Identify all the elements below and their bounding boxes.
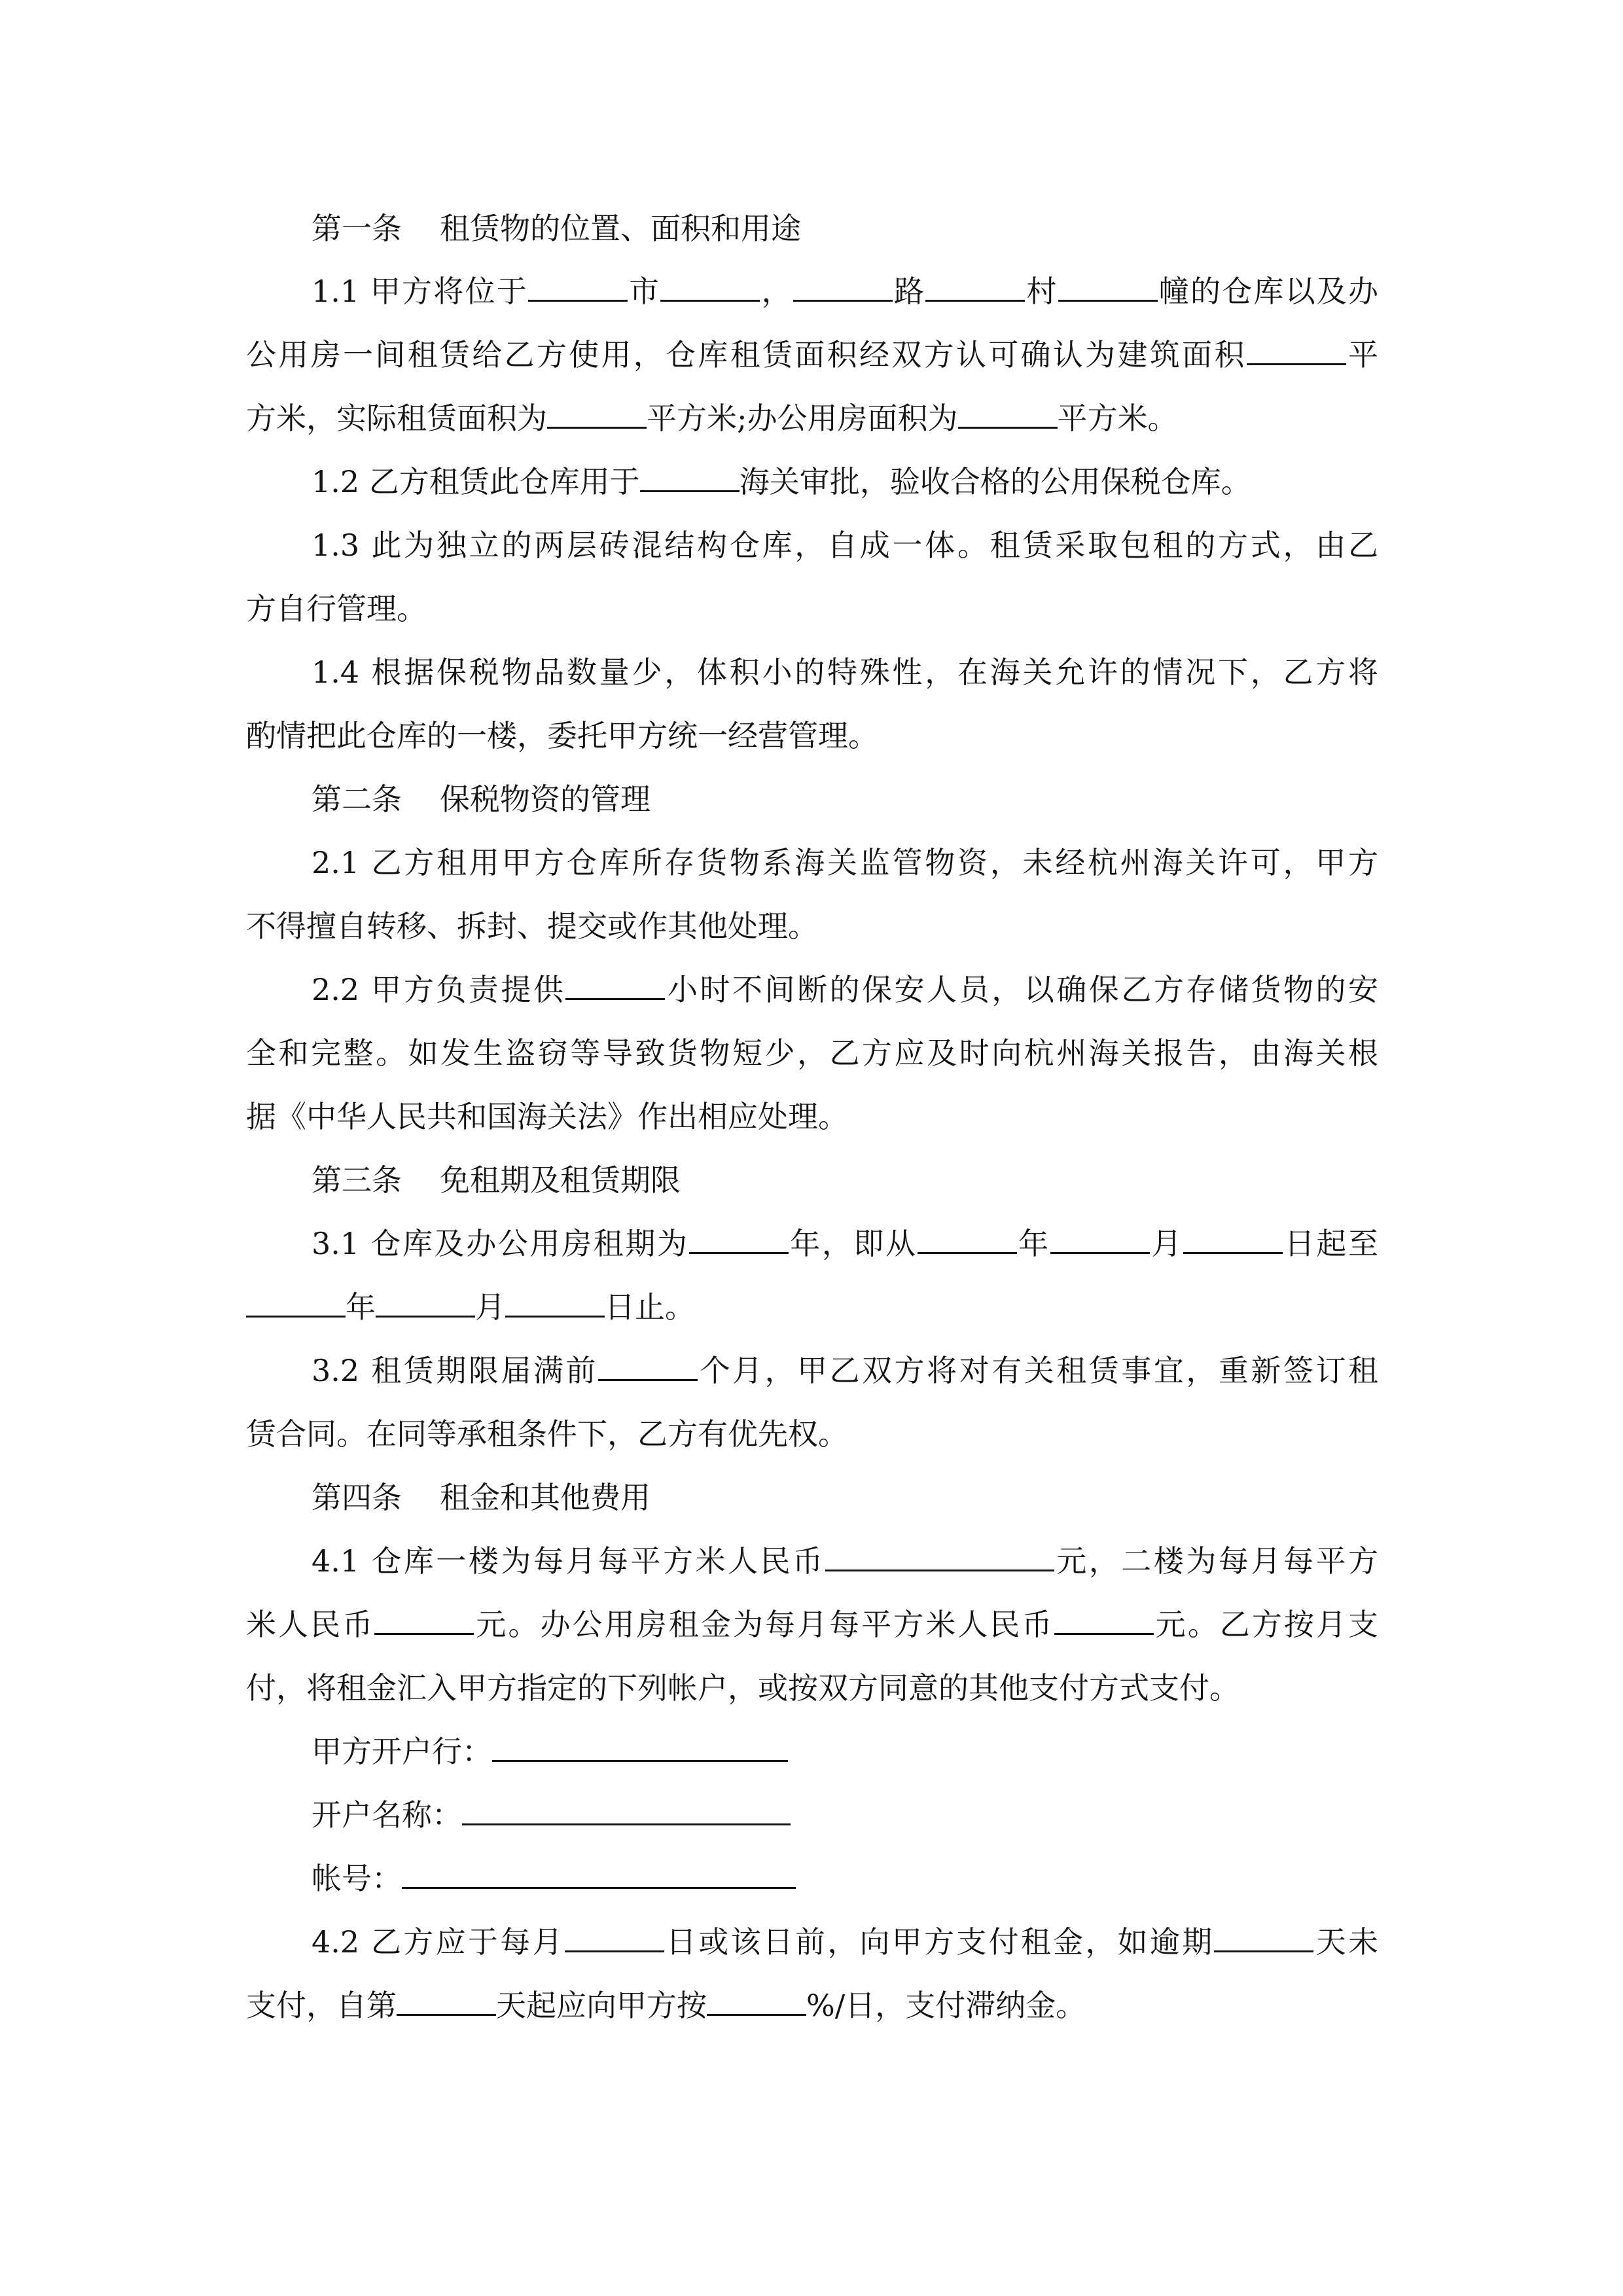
- clause-1-4-line-1: 1.4 根据保税物品数量少，体积小的特殊性，在海关允许的情况下，乙方将: [312, 655, 1378, 690]
- article-1-number: 第一条: [312, 211, 402, 246]
- blank-office-rent[interactable]: [1054, 1603, 1154, 1635]
- account-number-field[interactable]: [402, 1857, 796, 1889]
- blank-guard-hours[interactable]: [565, 968, 665, 1000]
- account-bank-row: [312, 1720, 1378, 1783]
- clause-2-2-line-2: 全和完整。如发生盗窃等导致货物短少，乙方应及时向杭州海关报告，由海关根: [246, 1035, 1378, 1071]
- clause-3-1-line-2: 年 月 日止。: [246, 1276, 1378, 1338]
- clause-1-3-line-2: 方自行管理。: [246, 591, 427, 626]
- clause-4-2-line-2: 支付，自第 天起应向甲方按 %/日，支付滞纳金。: [246, 1974, 1378, 2037]
- clause-2-2-line-1: 2.2 甲方负责提供 小时不间断的保安人员，以确保乙方存储货物的安: [312, 958, 1378, 1021]
- blank-notice-months[interactable]: [598, 1349, 698, 1381]
- blank-start-month[interactable]: [1050, 1222, 1150, 1254]
- account-number-row: [312, 1847, 1378, 1910]
- blank-end-month[interactable]: [376, 1285, 475, 1318]
- blank-district[interactable]: [660, 270, 760, 302]
- blank-penalty-start-day[interactable]: [397, 1984, 496, 2016]
- clause-4-1-line-2: 米人民币 元。办公用房租金为每月每平方米人民币 元。乙方按月支: [246, 1593, 1378, 1656]
- article-4-number: 第四条: [312, 1480, 402, 1515]
- article-3-title: 免租期及租赁期限: [440, 1162, 681, 1198]
- clause-3-1-line-1: 3.1 仓库及办公用房租期为 年，即从 年 月 日起至: [312, 1212, 1378, 1275]
- blank-overdue-days[interactable]: [1214, 1920, 1313, 1952]
- account-bank-label: 甲方开户行：: [312, 1734, 492, 1769]
- clause-1-1-line-3: 方米，实际租赁面积为 平方米;办公用房面积为 平方米。: [246, 387, 1378, 450]
- account-number-label: 帐号：: [312, 1861, 402, 1896]
- blank-customs[interactable]: [640, 460, 740, 492]
- account-bank-field[interactable]: [492, 1730, 788, 1762]
- clause-4-2-line-1: 4.2 乙方应于每月 日或该日前，向甲方支付租金，如逾期 天未: [312, 1910, 1378, 1973]
- blank-end-day[interactable]: [505, 1285, 605, 1318]
- article-1-heading: [312, 197, 1378, 260]
- blank-actual-area[interactable]: [547, 397, 647, 429]
- clause-4-1-line-1: 4.1 仓库一楼为每月每平方米人民币 元，二楼为每月每平方: [312, 1530, 1378, 1592]
- clause-1-4-line-2: 酌情把此仓库的一楼，委托甲方统一经营管理。: [246, 718, 878, 753]
- account-name-field[interactable]: [462, 1793, 791, 1825]
- clause-3-2-line-1: 3.2 租赁期限届满前 个月，甲乙双方将对有关租赁事宜，重新签订租: [312, 1339, 1378, 1402]
- article-2-number: 第二条: [312, 781, 402, 817]
- article-2-heading: [312, 768, 1378, 831]
- blank-building-area[interactable]: [1247, 333, 1346, 365]
- blank-penalty-rate[interactable]: [707, 1984, 806, 2016]
- clause-1-3-line-1: 1.3 此为独立的两层砖混结构仓库，自成一体。租赁采取包租的方式，由乙: [312, 528, 1378, 563]
- clause-3-2-line-2: 赁合同。在同等承租条件下，乙方有优先权。: [246, 1416, 848, 1452]
- blank-building[interactable]: [1058, 270, 1158, 302]
- clause-4-1-line-3: 付，将租金汇入甲方指定的下列帐户，或按双方同意的其他支付方式支付。: [246, 1670, 1240, 1706]
- clause-2-2-line-3: 据《中华人民共和国海关法》作出相应处理。: [246, 1099, 848, 1134]
- article-2-title: 保税物资的管理: [440, 781, 651, 817]
- clause-2-1-line-2: 不得擅自转移、拆封、提交或作其他处理。: [246, 908, 818, 944]
- clause-1-2: 1.2 乙方租赁此仓库用于 海关审批，验收合格的公用保税仓库。: [312, 450, 1378, 513]
- blank-pay-day[interactable]: [565, 1920, 664, 1952]
- blank-floor2-rent[interactable]: [374, 1603, 474, 1635]
- blank-city[interactable]: [528, 270, 628, 302]
- blank-floor1-rent[interactable]: [825, 1539, 1054, 1571]
- blank-start-day[interactable]: [1183, 1222, 1283, 1254]
- clause-2-1-line-1: 2.1 乙方租用甲方仓库所存货物系海关监管物资，未经杭州海关许可，甲方: [312, 845, 1378, 880]
- blank-village[interactable]: [925, 270, 1025, 302]
- article-3-heading: [312, 1149, 1378, 1211]
- blank-lease-years[interactable]: [689, 1222, 789, 1254]
- blank-office-area[interactable]: [958, 397, 1058, 429]
- blank-start-year[interactable]: [918, 1222, 1017, 1254]
- article-3-number: 第三条: [312, 1162, 402, 1198]
- clause-1-1-line-1: 1.1 甲方将位于 市 ， 路 村 幢的仓库以及办: [312, 260, 1378, 323]
- article-1-title: 租赁物的位置、面积和用途: [440, 211, 801, 246]
- blank-road[interactable]: [793, 270, 893, 302]
- clause-1-1-line-2: 公用房一间租赁给乙方使用，仓库租赁面积经双方认可确认为建筑面积 平: [246, 323, 1378, 386]
- article-4-title: 租金和其他费用: [440, 1480, 651, 1515]
- blank-end-year[interactable]: [246, 1285, 346, 1318]
- article-4-heading: [312, 1466, 1378, 1529]
- account-name-row: [312, 1784, 1378, 1846]
- account-name-label: 开户名称：: [312, 1797, 462, 1833]
